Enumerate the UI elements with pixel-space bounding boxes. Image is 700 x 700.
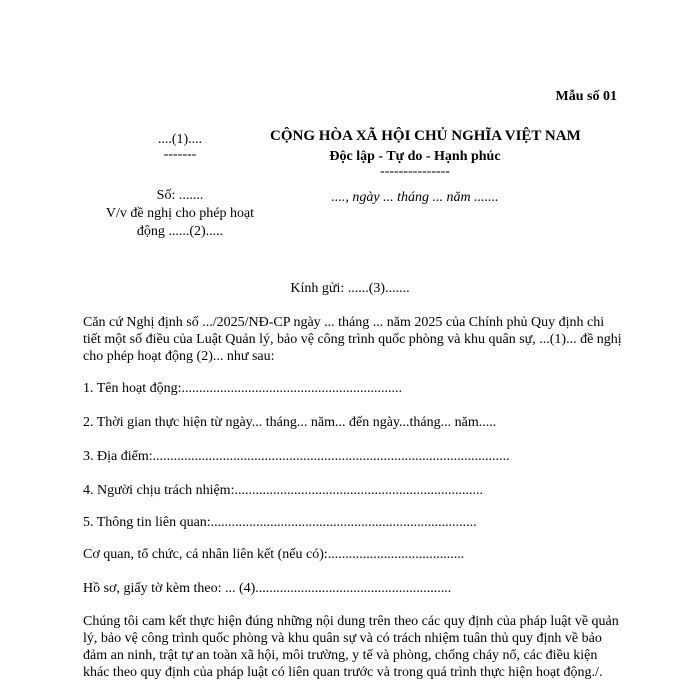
form-number: Mẫu số 01 [555,89,617,104]
recipient-line: Kính gửi: ......(3)....... [290,281,410,296]
field-duration: 2. Thời gian thực hiện từ ngày... tháng... năm... đến ngày...tháng... năm..... [83,415,497,430]
field-location: 3. Địa điểm:...................................................................................................... [83,449,510,464]
date-line: ...., ngày ... tháng ... năm ....... [331,190,499,205]
field-attachments: Hồ sơ, giấy tờ kèm theo: ... (4)........................................................ [83,581,452,596]
motto-underline: --------------- [380,164,450,179]
field-activity-name: 1. Tên hoạt động:............................................................... [83,381,403,396]
organization-underline: ------- [163,147,197,162]
field-related-info: 5. Thông tin liên quan:............................................................................ [83,515,477,530]
field-responsible-person: 4. Người chịu trách nhiệm:....................................................................... [83,483,483,498]
field-linked-parties: Cơ quan, tổ chức, cá nhân liên kết (nếu có):....................................... [83,547,465,562]
national-motto: Độc lập - Tự do - Hạnh phúc [329,149,501,164]
document-number: Số: ....... [156,188,204,203]
national-title: CỘNG HÒA XÃ HỘI CHỦ NGHĨA VIỆT NAM [270,128,581,144]
legal-basis-paragraph: Căn cứ Nghị định số .../2025/NĐ-CP ngày ... tháng ... năm 2025 của Chính phủ Quy định chi tiết một số điều của Luật Quản lý, bảo vệ công trình quốc phòng và khu quân sự, ...(1)... đề nghị cho phép hoạt động (2)... như sau: [83,315,622,364]
commitment-paragraph: Chúng tôi cam kết thực hiện đúng những nội dung trên theo các quy định của pháp luật về quản lý, bảo vệ công trình quốc phòng và khu quân sự và có trách nhiệm tuân thủ quy định về bảo đảm an ninh, trật tự an toàn xã hội, môi trường, y tế và phòng, chống cháy nổ, các điều kiện khác theo quy định của pháp luật có liên quan trước và trong quá trình thực hiện hoạt động./. [83,614,619,680]
organization-placeholder: ....(1).... [157,132,203,147]
document-subject: V/v đề nghị cho phép hoạt động ......(2)..... [105,206,255,239]
